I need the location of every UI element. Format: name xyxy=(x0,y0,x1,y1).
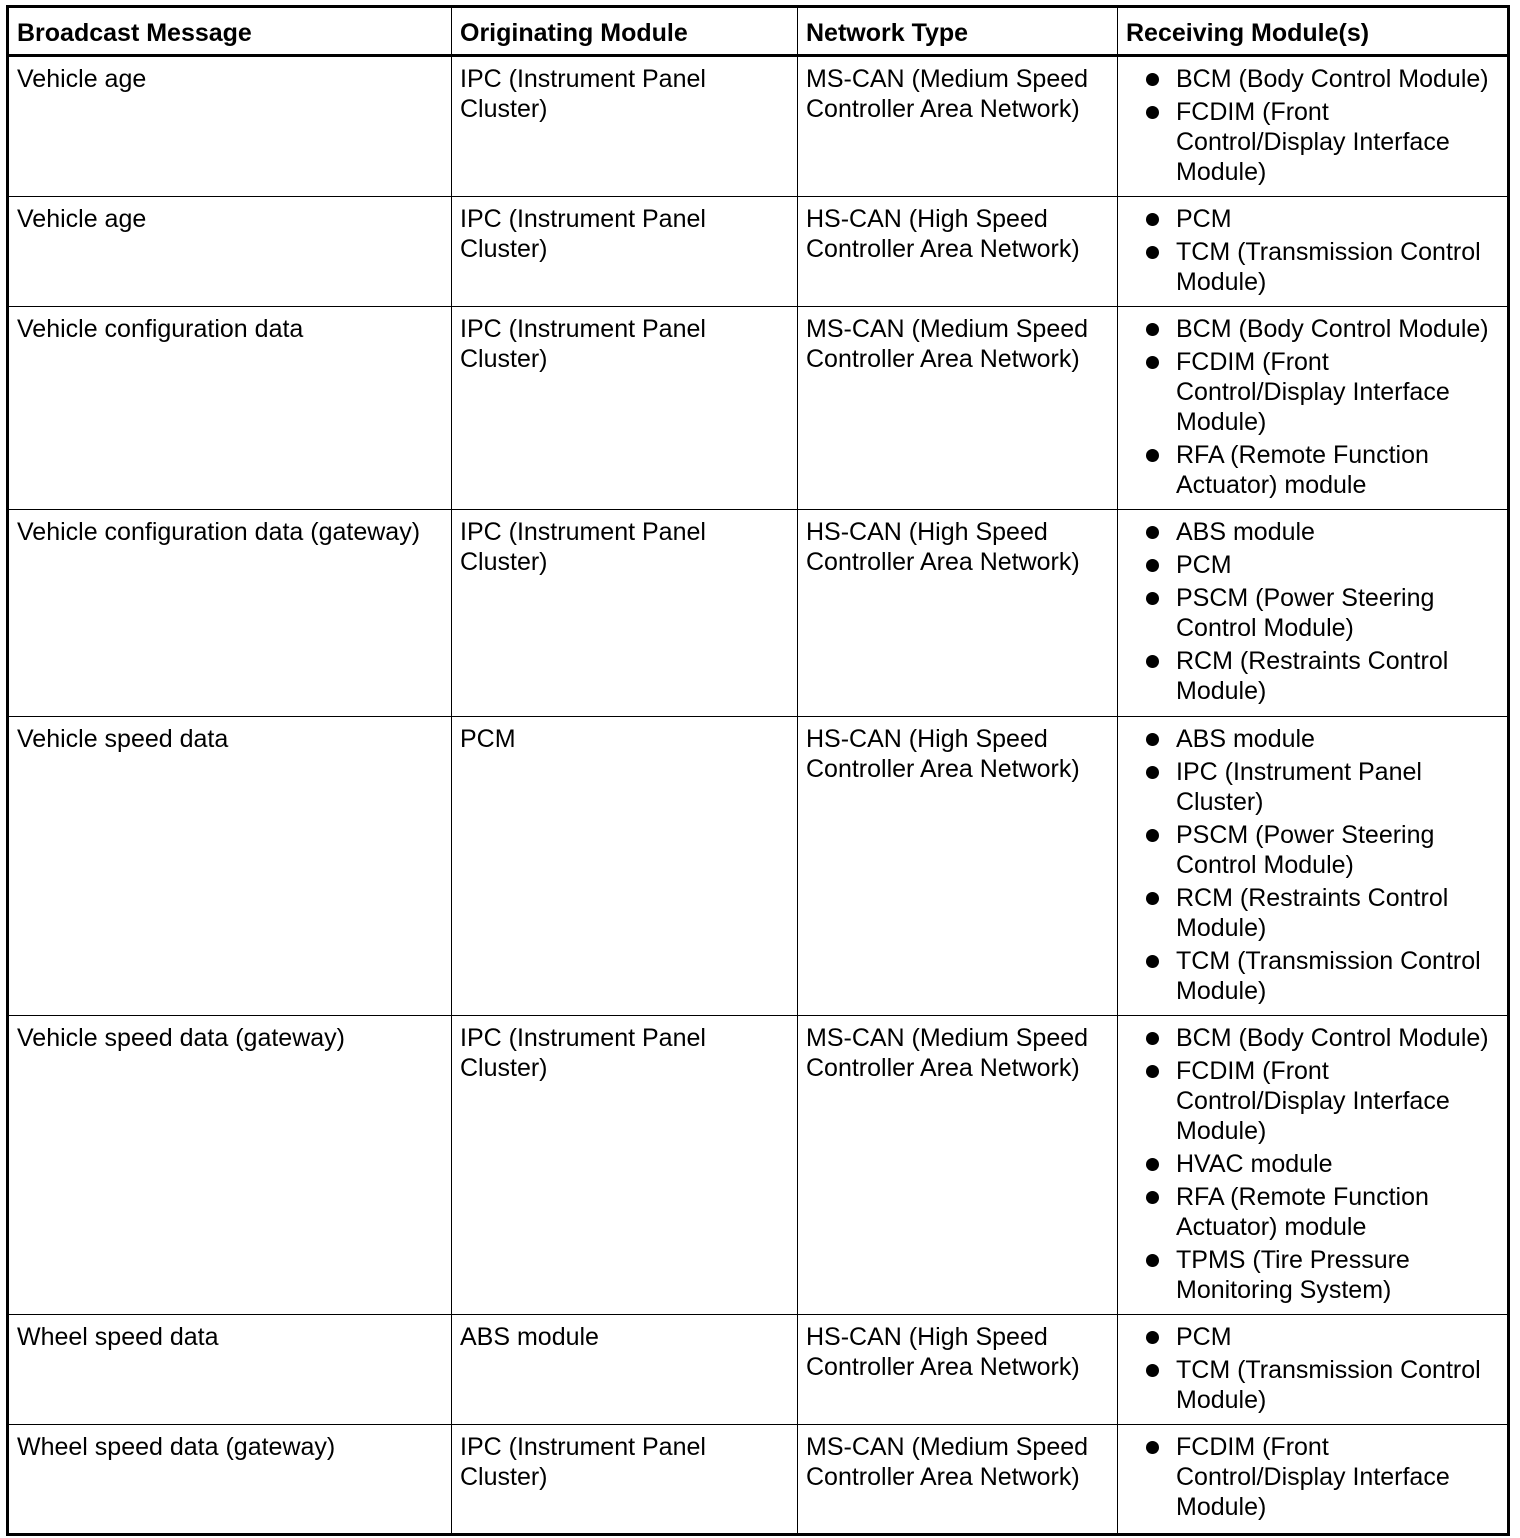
header-broadcast-message: Broadcast Message xyxy=(8,7,452,56)
receiving-module-item: ABS module xyxy=(1126,724,1499,754)
receiving-modules-cell xyxy=(1118,1425,1509,1535)
receiving-module-item: RCM (Restraints Control Module) xyxy=(1126,883,1499,943)
receiving-modules-list xyxy=(1126,204,1499,297)
header-network-type: Network Type xyxy=(798,7,1118,56)
receiving-module-item: BCM (Body Control Module) xyxy=(1126,1023,1499,1053)
receiving-module-item: TCM (Transmission Control Module) xyxy=(1126,946,1499,1006)
receiving-modules-list xyxy=(1126,314,1499,500)
broadcast-message-cell: Wheel speed data xyxy=(8,1315,452,1425)
receiving-modules-cell xyxy=(1118,1315,1509,1425)
receiving-modules-cell xyxy=(1118,56,1509,197)
broadcast-message-table xyxy=(6,5,1510,1536)
receiving-modules-list xyxy=(1126,517,1499,706)
receiving-modules-list xyxy=(1126,64,1499,187)
header-originating-module: Originating Module xyxy=(452,7,798,56)
receiving-module-item: TCM (Transmission Control Module) xyxy=(1126,1355,1499,1415)
originating-module-cell: ABS module xyxy=(452,1315,798,1425)
receiving-module-item: PCM xyxy=(1126,204,1499,234)
receiving-modules-cell xyxy=(1118,717,1509,1016)
header-receiving-modules: Receiving Module(s) xyxy=(1118,7,1509,56)
table-row xyxy=(8,307,1509,510)
originating-module-cell: IPC (Instrument Panel Cluster) xyxy=(452,197,798,307)
network-type-cell: HS-CAN (High Speed Controller Area Network) xyxy=(798,717,1118,1016)
table-row xyxy=(8,717,1509,1016)
receiving-modules-list xyxy=(1126,1322,1499,1415)
receiving-module-item: IPC (Instrument Panel Cluster) xyxy=(1126,757,1499,817)
network-type-cell: MS-CAN (Medium Speed Controller Area Network) xyxy=(798,307,1118,510)
originating-module-cell: IPC (Instrument Panel Cluster) xyxy=(452,307,798,510)
receiving-module-item: TPMS (Tire Pressure Monitoring System) xyxy=(1126,1245,1499,1305)
originating-module-cell: IPC (Instrument Panel Cluster) xyxy=(452,56,798,197)
receiving-module-item: RFA (Remote Function Actuator) module xyxy=(1126,1182,1499,1242)
broadcast-message-cell: Wheel speed data (gateway) xyxy=(8,1425,452,1535)
receiving-module-item: BCM (Body Control Module) xyxy=(1126,314,1499,344)
receiving-module-item: ABS module xyxy=(1126,517,1499,547)
broadcast-message-cell: Vehicle configuration data xyxy=(8,307,452,510)
broadcast-message-cell: Vehicle age xyxy=(8,56,452,197)
receiving-module-item: FCDIM (Front Control/Display Interface Module) xyxy=(1126,1056,1499,1146)
originating-module-cell: PCM xyxy=(452,717,798,1016)
broadcast-message-cell: Vehicle speed data (gateway) xyxy=(8,1016,452,1315)
table-row xyxy=(8,510,1509,717)
receiving-module-item: PSCM (Power Steering Control Module) xyxy=(1126,820,1499,880)
network-type-cell: MS-CAN (Medium Speed Controller Area Network) xyxy=(798,1016,1118,1315)
receiving-modules-list xyxy=(1126,1023,1499,1305)
receiving-modules-list xyxy=(1126,1432,1499,1522)
receiving-module-item: FCDIM (Front Control/Display Interface Module) xyxy=(1126,347,1499,437)
receiving-module-item: TCM (Transmission Control Module) xyxy=(1126,237,1499,297)
receiving-module-item: PCM xyxy=(1126,1322,1499,1352)
table-row xyxy=(8,1016,1509,1315)
broadcast-message-cell: Vehicle age xyxy=(8,197,452,307)
receiving-modules-cell xyxy=(1118,197,1509,307)
network-type-cell: MS-CAN (Medium Speed Controller Area Network) xyxy=(798,1425,1118,1535)
table-row xyxy=(8,1315,1509,1425)
table-row xyxy=(8,197,1509,307)
originating-module-cell: IPC (Instrument Panel Cluster) xyxy=(452,1016,798,1315)
receiving-module-item: PSCM (Power Steering Control Module) xyxy=(1126,583,1499,643)
header-row xyxy=(8,7,1509,56)
broadcast-message-cell: Vehicle configuration data (gateway) xyxy=(8,510,452,717)
receiving-module-item: FCDIM (Front Control/Display Interface Module) xyxy=(1126,97,1499,187)
receiving-module-item: RFA (Remote Function Actuator) module xyxy=(1126,440,1499,500)
receiving-module-item: BCM (Body Control Module) xyxy=(1126,64,1499,94)
network-type-cell: HS-CAN (High Speed Controller Area Network) xyxy=(798,197,1118,307)
network-type-cell: HS-CAN (High Speed Controller Area Network) xyxy=(798,510,1118,717)
receiving-module-item: PCM xyxy=(1126,550,1499,580)
network-type-cell: HS-CAN (High Speed Controller Area Network) xyxy=(798,1315,1118,1425)
receiving-modules-list xyxy=(1126,724,1499,1006)
receiving-module-item: HVAC module xyxy=(1126,1149,1499,1179)
receiving-modules-cell xyxy=(1118,510,1509,717)
table-row xyxy=(8,56,1509,197)
table-row xyxy=(8,1425,1509,1535)
network-type-cell: MS-CAN (Medium Speed Controller Area Network) xyxy=(798,56,1118,197)
receiving-modules-cell xyxy=(1118,307,1509,510)
receiving-modules-cell xyxy=(1118,1016,1509,1315)
broadcast-message-cell: Vehicle speed data xyxy=(8,717,452,1016)
receiving-module-item: RCM (Restraints Control Module) xyxy=(1126,646,1499,706)
originating-module-cell: IPC (Instrument Panel Cluster) xyxy=(452,510,798,717)
originating-module-cell: IPC (Instrument Panel Cluster) xyxy=(452,1425,798,1535)
receiving-module-item: FCDIM (Front Control/Display Interface Module) xyxy=(1126,1432,1499,1522)
